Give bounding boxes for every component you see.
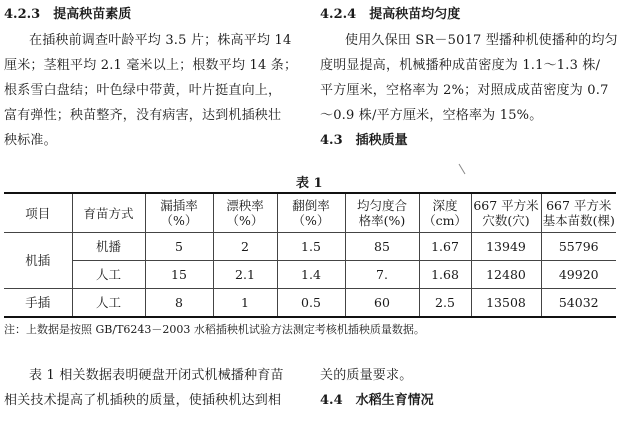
- table-cell: 2: [213, 233, 277, 261]
- left-paragraph-line: 厘米；茎粗平均 2.1 毫米以上；根数平均 14 条；: [4, 58, 298, 73]
- left-paragraph-line: 根系雪白盘结；叶色绿中带黄，叶片挺直向上，: [4, 83, 282, 98]
- bottom-paragraph-line: 表 1 相关数据表明硬盘开闭式机械播种育苗: [29, 368, 284, 383]
- left-paragraph-line: 在插秧前调查叶龄平均 3.5 片；株高平均 14: [29, 33, 292, 48]
- left-paragraph-line: 秧标准。: [4, 133, 57, 148]
- table-cell: 60: [345, 289, 419, 318]
- table-cell: 人工: [72, 261, 145, 289]
- header-cell: 项目: [4, 193, 72, 233]
- header-cell: 翻倒率 （%）: [277, 193, 345, 233]
- table-row: [4, 233, 616, 261]
- table-cell: 55796: [541, 233, 616, 261]
- table-cell: 2.5: [419, 289, 471, 318]
- table-cell: 54032: [541, 289, 616, 318]
- table-cell: 85: [345, 233, 419, 261]
- table-cell: 5: [145, 233, 213, 261]
- group-cell: 手插: [4, 289, 72, 318]
- left-paragraph-line: 富有弹性；秧苗整齐，没有病害，达到机插秧壮: [4, 108, 282, 123]
- right-paragraph-line: 度明显提高，机械播种成苗密度为 1.1～1.3 株/: [320, 58, 601, 73]
- table-cell: 1.5: [277, 233, 345, 261]
- table-header-row: [4, 193, 616, 233]
- table-cell: 1.68: [419, 261, 471, 289]
- table-cell: 8: [145, 289, 213, 318]
- table-row: [4, 261, 616, 289]
- section-heading-4-4: 4.4 水稻生育情况: [320, 393, 434, 408]
- header-cell: 深度 （cm）: [419, 193, 471, 233]
- table-cell: 1: [213, 289, 277, 318]
- group-cell: 机插: [4, 233, 72, 289]
- header-cell: 667 平方米 基本苗数(棵): [541, 193, 616, 233]
- scan-mark: [457, 163, 467, 175]
- table-cell: 1.4: [277, 261, 345, 289]
- header-cell: 育苗方式: [72, 193, 145, 233]
- section-heading-4-3: 4.3 插秧质量: [320, 133, 408, 148]
- table-cell: 13949: [471, 233, 541, 261]
- section-heading-4-2-4: 4.2.4 提高秧苗均匀度: [320, 7, 461, 22]
- table-cell: 机播: [72, 233, 145, 261]
- table-cell: 15: [145, 261, 213, 289]
- table-cell: 0.5: [277, 289, 345, 318]
- data-table: [4, 192, 616, 318]
- table-cell: 12480: [471, 261, 541, 289]
- header-cell: 均匀度合 格率(%): [345, 193, 419, 233]
- table-cell: 2.1: [213, 261, 277, 289]
- table-note: 注：上数据是按照 GB/T6243－2003 水稻插秧机试验方法测定考核机插秧质量数据。: [4, 323, 425, 336]
- table-cell: 人工: [72, 289, 145, 318]
- table-cell: 7.: [345, 261, 419, 289]
- right-paragraph-line: 平方厘米，空格率为 2%；对照成成苗密度为 0.7: [320, 83, 609, 98]
- table-cell: 1.67: [419, 233, 471, 261]
- table-row: [4, 289, 616, 318]
- header-cell: 漏插率 （%）: [145, 193, 213, 233]
- table-title: 表 1: [296, 176, 323, 191]
- bottom-paragraph-line: 相关技术提高了机插秧的质量，使插秧机达到相: [4, 393, 282, 408]
- right-paragraph-line: 使用久保田 SR－5017 型播种机使播种的均匀: [345, 33, 618, 48]
- right-paragraph-line: ～0.9 株/平方厘米，空格率为 15%。: [320, 108, 543, 123]
- table-cell: 13508: [471, 289, 541, 318]
- header-cell: 漂秧率 （%）: [213, 193, 277, 233]
- table-cell: 49920: [541, 261, 616, 289]
- header-cell: 667 平方米 穴数(穴): [471, 193, 541, 233]
- section-heading-4-2-3: 4.2.3 提高秧苗素质: [4, 7, 132, 22]
- bottom-paragraph-line: 关的质量要求。: [320, 368, 413, 383]
